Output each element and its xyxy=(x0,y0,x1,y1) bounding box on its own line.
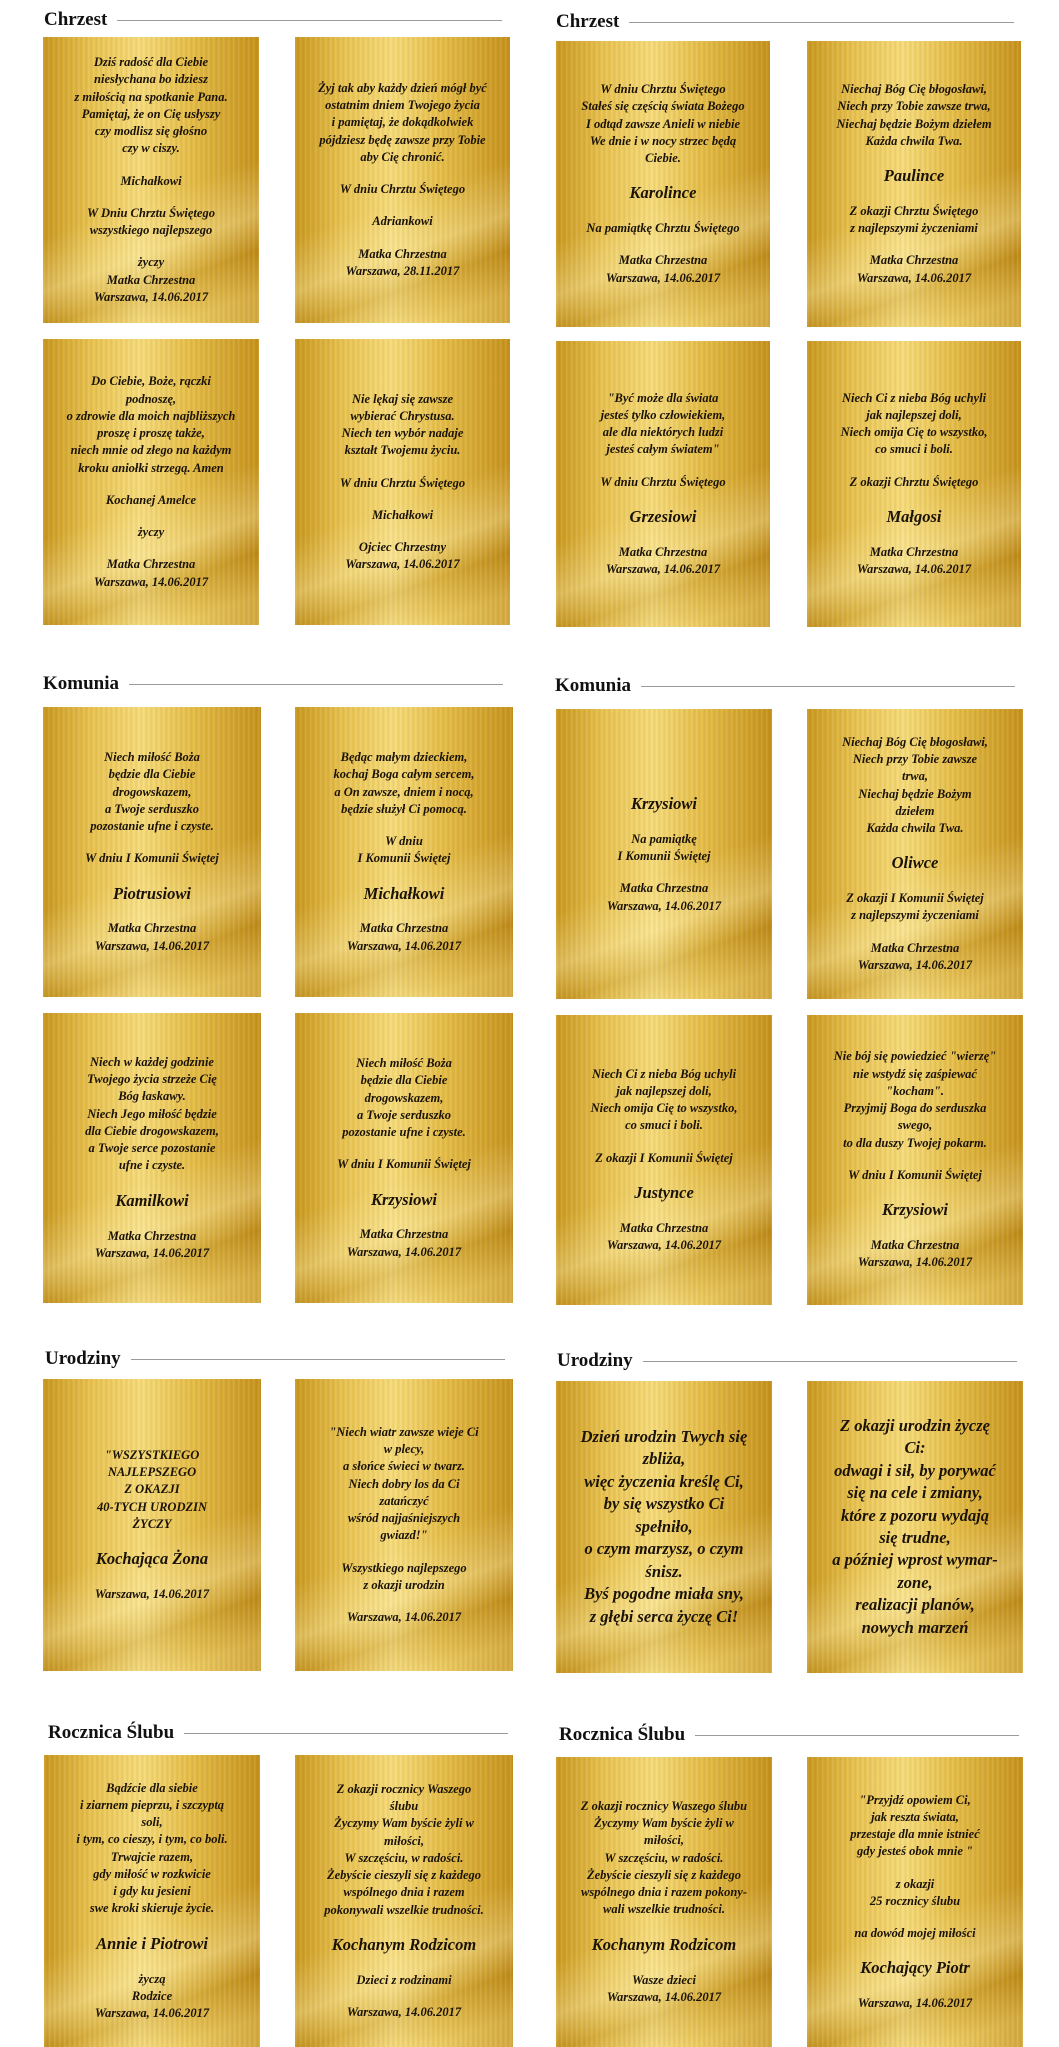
plaque-line: Żyj tak aby każdy dzień mógł być xyxy=(318,80,487,95)
section-rule xyxy=(695,1735,1019,1736)
plaque-line: śnisz. xyxy=(645,1561,683,1581)
plaque-line: z głębi serca życzę Ci! xyxy=(589,1606,739,1626)
plaque-line: Rodzice xyxy=(131,1988,173,2003)
plaque-line: czy w ciszy. xyxy=(122,141,180,156)
plaque-line: Z okazji rocznicy Waszego ślubu xyxy=(580,1798,748,1813)
section-title-text: Rocznica Ślubu xyxy=(559,1724,686,1745)
plaque-line: z miłością na spotkanie Pana. xyxy=(74,89,228,104)
plaque-line: Warszawa, 28.11.2017 xyxy=(345,263,460,278)
plaque xyxy=(556,41,770,327)
plaque-line: Matka Chrzestna xyxy=(869,544,959,559)
plaque-line: Warszawa, 14.06.2017 xyxy=(346,938,462,953)
plaque-line: życzy xyxy=(137,255,165,270)
plaque-line: gdy jesteś obok mnie " xyxy=(857,1844,973,1859)
plaque-line: Nie bój się powiedzieć "wierzę" xyxy=(833,1049,997,1064)
plaque-line: 40-TYCH URODZIN xyxy=(96,1499,208,1514)
section-rule xyxy=(129,684,503,685)
plaque-line: odwagi i sił, by porywać xyxy=(834,1460,996,1480)
plaque-line: Warszawa, 14.06.2017 xyxy=(345,557,460,572)
recipient-name: Annie i Piotrowi xyxy=(96,1933,208,1953)
section-title-text: Urodziny xyxy=(557,1350,633,1371)
plaque-line: ale dla niektórych ludzi xyxy=(602,425,724,440)
recipient-name: Paulince xyxy=(883,166,945,186)
recipient-name: Krzysiowi xyxy=(370,1189,438,1209)
plaque-line: zone, xyxy=(897,1572,933,1592)
plaque-line: Warszawa, 14.06.2017 xyxy=(346,2004,462,2019)
plaque xyxy=(556,1757,772,2047)
plaque-line: z okazji urodzin xyxy=(363,1577,445,1592)
plaque-line: w plecy, xyxy=(383,1442,425,1456)
plaque-line: kształt Twojemu życiu. xyxy=(344,443,461,458)
plaque-line: Wasze dzieci xyxy=(632,1972,696,1987)
plaque xyxy=(556,1381,772,1673)
plaque-line: ufne i czyste. xyxy=(118,1158,186,1173)
plaque-line: We dnie i w nocy strzec będą xyxy=(589,133,737,148)
plaque-line: Na pamiątkę Chrztu Świętego xyxy=(586,221,740,236)
plaque-line: jesteś całym światem" xyxy=(606,442,720,457)
plaque-line: co smuci i boli. xyxy=(875,442,953,457)
plaque-line: Niechaj będzie Bożym xyxy=(858,786,972,801)
plaque-line: Z okazji Chrztu Świętego xyxy=(849,474,979,489)
plaque-line: W dniu Chrztu Świętego xyxy=(600,474,726,489)
plaque xyxy=(43,1379,261,1671)
plaque-line: Z okazji rocznicy Waszego xyxy=(336,1781,472,1796)
plaque-line: Michałkowi xyxy=(120,173,182,188)
plaque-line: czy modlisz się głośno xyxy=(94,124,208,138)
plaque-line: nowych marzeń xyxy=(861,1617,969,1637)
recipient-name: Kochanym Rodzicom xyxy=(591,1934,737,1954)
plaque-line: NAJLEPSZEGO xyxy=(107,1465,197,1480)
plaque-line: Matka Chrzestna xyxy=(107,921,197,936)
section-title xyxy=(556,11,1014,33)
recipient-name: Karolince xyxy=(629,183,697,203)
plaque-line: Z okazji Chrztu Świętego xyxy=(849,203,979,218)
section-rule xyxy=(641,686,1015,687)
plaque-line: Będąc małym dzieckiem, xyxy=(340,750,468,765)
plaque xyxy=(295,339,510,625)
plaque xyxy=(295,37,510,323)
recipient-name: Kochanym Rodzicom xyxy=(331,1934,477,1954)
plaque-line: Niech omija Cię to wszystko, xyxy=(840,425,988,440)
plaque-line: Niechaj Bóg Cię błogosławi, xyxy=(841,82,987,97)
plaque-line: kroku aniołki strzegą. Amen xyxy=(78,460,224,475)
plaque-line: Matka Chrzestna xyxy=(358,246,447,261)
plaque-line: Adriankowi xyxy=(372,214,433,229)
plaque-line: Bóg łaskawy. xyxy=(118,1089,186,1104)
plaque-line: drogowskazem, xyxy=(112,784,192,799)
plaque-line: gwiazd!" xyxy=(380,1528,428,1543)
plaque-line: Twojego życia strzeże Cię xyxy=(87,1072,217,1087)
section-title-text: Komunia xyxy=(555,675,632,696)
plaque-line: Matka Chrzestna xyxy=(106,557,196,572)
plaque-line: i tym, co cieszy, i tym, co boli. xyxy=(76,1832,228,1847)
plaque-line: "kocham". xyxy=(886,1083,944,1098)
recipient-name: Kamilkowi xyxy=(115,1190,189,1210)
plaque xyxy=(295,707,513,997)
plaque-line: życzy xyxy=(137,525,165,539)
plaque xyxy=(295,1379,513,1671)
plaque-line: W dniu I Komunii Świętej xyxy=(85,851,219,866)
plaque-line: ŻYCZY xyxy=(132,1516,172,1531)
plaque-line: wszystkiego najlepszego xyxy=(89,223,213,237)
plaque-line: dla Ciebie drogowskazem, xyxy=(85,1123,219,1138)
plaque-line: wali wszelkie trudności. xyxy=(603,1902,725,1917)
plaque-line: zatańczyć xyxy=(379,1493,429,1508)
plaque-line: Niech przy Tobie zawsze xyxy=(852,752,978,767)
plaque-line: Warszawa, 14.06.2017 xyxy=(606,1989,722,2004)
plaque-line: proszę i proszę także, xyxy=(97,426,205,440)
plaque xyxy=(807,1015,1023,1305)
plaque-line: przestaje dla mnie istnieć xyxy=(850,1827,980,1842)
plaque-line: wspólnego dnia i razem xyxy=(343,1885,465,1900)
plaque xyxy=(43,707,261,997)
plaque-line: Matka Chrzestna xyxy=(870,1238,960,1252)
plaque-line: wspólnego dnia i razem pokony- xyxy=(581,1885,747,1900)
plaque-line: Każda chwila Twa. xyxy=(866,821,964,836)
plaque xyxy=(807,341,1021,627)
plaque-line: jak najlepszej doli, xyxy=(866,407,962,422)
plaque-line: soli, xyxy=(141,1815,163,1830)
plaque-line: niesłychana bo idziesz xyxy=(94,72,208,87)
plaque-line: Warszawa, 14.06.2017 xyxy=(857,957,973,972)
plaque-line: Warszawa, 14.06.2017 xyxy=(606,898,722,913)
plaque-line: Matka Chrzestna xyxy=(359,1227,449,1242)
plaque-line: z okazji xyxy=(895,1876,935,1891)
plaque-line: jesteś tylko człowiekiem, xyxy=(600,407,726,422)
plaque-line: wybierać Chrystusa. xyxy=(350,408,455,423)
plaque-line: i pamiętaj, że dokądkolwiek xyxy=(331,115,474,130)
plaque xyxy=(556,1015,772,1305)
section-title-text: Urodziny xyxy=(45,1348,121,1369)
plaque xyxy=(556,709,772,999)
plaque-line: Byś pogodne miała sny, xyxy=(584,1584,744,1604)
plaque-line: Niech w każdej godzinie xyxy=(90,1054,214,1069)
plaque-line: będzie służył Ci pomocą. xyxy=(341,801,467,816)
section-title xyxy=(555,675,1015,697)
recipient-name: Piotrusiowi xyxy=(113,883,191,903)
plaque-line: W dniu I Komunii Świętej xyxy=(848,1167,982,1182)
plaque-line: W dniu Chrztu Świętego xyxy=(339,475,466,490)
plaque-line: Z OKAZJI xyxy=(124,1482,180,1497)
recipient-name: Kochający Piotr xyxy=(860,1958,970,1978)
plaque-line: kochaj Boga całym sercem, xyxy=(333,767,475,782)
plaque xyxy=(807,709,1023,999)
plaque-line: Dziś radość dla Ciebie xyxy=(93,55,209,69)
plaque-line: dziełem xyxy=(895,803,935,818)
plaque-line: Warszawa, 14.06.2017 xyxy=(605,562,721,576)
plaque-line: Niechaj będzie Bożym dziełem xyxy=(836,116,992,131)
plaque-line: Z okazji urodzin życzę xyxy=(840,1415,990,1435)
plaque-line: co smuci i boli. xyxy=(625,1118,703,1133)
plaque-line: Pamiętaj, że on Cię usłyszy xyxy=(81,106,221,121)
plaque-line: Ojciec Chrzestny xyxy=(358,540,447,554)
plaque-line: Dzieci z rodzinami xyxy=(356,1972,452,1987)
plaque-line: Niech miłość Boża xyxy=(356,1056,452,1071)
plaque-line: I Komunii Świętej xyxy=(357,851,451,866)
plaque-line: W dniu Chrztu Świętego xyxy=(600,82,726,97)
plaque-line: I odtąd zawsze Anieli w niebie xyxy=(585,116,741,131)
plaque-line: pozostanie ufne i czyste. xyxy=(342,1125,466,1140)
plaque-line: Warszawa, 14.06.2017 xyxy=(346,1610,462,1624)
plaque-line: Matka Chrzestna xyxy=(359,921,449,936)
plaque xyxy=(44,1755,260,2047)
plaque-line: Warszawa, 14.06.2017 xyxy=(94,2006,210,2020)
plaque-line: Warszawa, 14.06.2017 xyxy=(94,1245,210,1260)
plaque-line: nie wstydź się zaśpiewać xyxy=(853,1066,977,1081)
section-rule xyxy=(184,1733,508,1734)
recipient-name: Krzysiowi xyxy=(630,794,698,814)
plaque-line: podnoszę, xyxy=(125,391,177,406)
plaque-line: Nie lękaj się zawsze xyxy=(351,391,454,406)
plaque-line: Matka Chrzestna xyxy=(619,881,709,896)
plaque-line: Ci: xyxy=(904,1438,926,1458)
plaque-line: 25 rocznicy ślubu xyxy=(869,1893,961,1908)
plaque-line: Warszawa, 14.06.2017 xyxy=(93,574,209,589)
plaque-line: Matka Chrzestna xyxy=(619,1220,709,1235)
plaque-line: Matka Chrzestna xyxy=(618,253,708,268)
plaque-line: aby Cię chronić. xyxy=(360,149,445,164)
plaque-line: będzie dla Ciebie xyxy=(360,1073,448,1088)
plaque-line: "Przyjdź opowiem Ci, xyxy=(859,1792,971,1807)
plaque-line: Przyjmij Boga do serduszka xyxy=(843,1101,987,1116)
section-title-text: Komunia xyxy=(43,673,120,694)
plaque-line: ślubu xyxy=(389,1799,419,1814)
plaque-line: Dzień urodzin Twych się xyxy=(580,1427,748,1447)
plaque-line: Warszawa, 14.06.2017 xyxy=(346,1244,462,1259)
plaque-line: Niechaj Bóg Cię błogosławi, xyxy=(842,734,988,749)
section-title xyxy=(43,673,503,695)
recipient-name: Grzesiowi xyxy=(629,506,697,526)
plaque xyxy=(807,41,1021,327)
plaque-line: W dniu xyxy=(385,834,423,849)
section-title-text: Chrzest xyxy=(44,9,108,30)
plaque-line: Matka Chrzestna xyxy=(107,1228,197,1243)
plaque-line: zbliża, xyxy=(642,1449,686,1469)
plaque xyxy=(295,1013,513,1303)
plaque-line: a On zawsze, dniem i nocą, xyxy=(334,784,474,799)
plaque-line: a Twoje serduszko xyxy=(105,801,199,816)
section-title-text: Rocznica Ślubu xyxy=(48,1722,175,1743)
plaque-line: ostatnim dniem Twojego życia xyxy=(325,98,480,113)
plaque-line: Matka Chrzestna xyxy=(618,544,708,559)
plaque-line: się na cele i zmiany, xyxy=(847,1483,983,1503)
plaque-line: niech mnie od złego na każdym xyxy=(70,443,232,458)
plaque-line: więc życzenia kreślę Ci, xyxy=(584,1471,744,1491)
section-title xyxy=(45,1348,505,1370)
plaque-line: realizacji planów, xyxy=(855,1595,975,1615)
plaque-line: pokonywali wszelkie trudności. xyxy=(324,1902,484,1917)
plaque-line: Życzymy Wam byście żyli w xyxy=(594,1816,734,1831)
recipient-name: Michałkowi xyxy=(363,883,445,903)
plaque-line: swe kroki skieruje życie. xyxy=(89,1901,215,1916)
plaque-line: trwa, xyxy=(901,769,929,784)
plaque-line: "Być może dla świata xyxy=(607,390,719,405)
plaque-line: W szczęściu, w radości. xyxy=(344,1850,464,1865)
plaque xyxy=(43,339,259,625)
plaque-line: Żebyście cieszyli się z każdego xyxy=(326,1868,482,1883)
section-rule xyxy=(629,22,1014,23)
plaque-line: pozostanie ufne i czyste. xyxy=(90,819,214,834)
plaque-line: swego, xyxy=(897,1118,933,1133)
plaque-line: Warszawa, 14.06.2017 xyxy=(857,1996,973,2011)
plaque-line: I Komunii Świętej xyxy=(617,849,711,864)
plaque-line: i ziarnem pieprzu, i szczyptą xyxy=(79,1797,225,1812)
section-rule xyxy=(643,1361,1017,1362)
plaque-line: z najlepszymi życzeniami xyxy=(850,221,978,236)
plaque-line: będzie dla Ciebie xyxy=(108,767,196,782)
section-title-text: Chrzest xyxy=(556,11,620,32)
plaque-line: Warszawa, 14.06.2017 xyxy=(94,938,210,953)
plaque-line: W dniu I Komunii Świętej xyxy=(337,1157,471,1172)
plaque-line: W Dniu Chrztu Świętego xyxy=(87,205,215,220)
plaque-line: na dowód mojej miłości xyxy=(854,1926,976,1941)
plaque-line: Niech ten wybór nadaje xyxy=(341,426,464,440)
plaque-line: się trudne, xyxy=(879,1528,951,1547)
section-rule xyxy=(131,1359,505,1360)
plaque-line: W dniu Chrztu Świętego xyxy=(339,182,466,197)
plaque-line: Warszawa, 14.06.2017 xyxy=(856,562,972,576)
plaque-line: Warszawa, 14.06.2017 xyxy=(856,270,972,285)
plaque-line: Michałkowi xyxy=(371,507,434,522)
plaque-line: o czym marzysz, o czym xyxy=(584,1539,744,1559)
plaque-line: Warszawa, 14.06.2017 xyxy=(606,1238,722,1252)
plaque-line: a Twoje serce pozostanie xyxy=(88,1141,216,1156)
plaque xyxy=(807,1381,1023,1673)
plaque-line: drogowskazem, xyxy=(364,1090,444,1105)
plaque-line: które z pozoru wydają xyxy=(840,1505,990,1525)
plaque-line: jak reszta świata, xyxy=(871,1809,959,1824)
plaque-line: Niech miłość Boża xyxy=(104,750,200,765)
section-title xyxy=(557,1350,1017,1372)
plaque-line: Każda chwila Twa. xyxy=(865,133,963,148)
plaque-line: Matka Chrzestna xyxy=(869,253,959,268)
plaque-line: Niech Ci z nieba Bóg uchyli xyxy=(841,390,987,405)
plaque-line: Niech przy Tobie zawsze trwa, xyxy=(837,99,991,114)
plaque-line: o zdrowie dla moich najbliższych xyxy=(66,408,236,423)
section-rule xyxy=(117,20,502,21)
plaque-line: "WSZYSTKIEGO xyxy=(104,1447,200,1462)
plaque xyxy=(807,1757,1023,2047)
plaque-line: Warszawa, 14.06.2017 xyxy=(605,270,721,285)
plaque-line: spełniło, xyxy=(635,1516,693,1536)
plaque-line: by się wszystko Ci xyxy=(603,1494,725,1514)
plaque-line: Niech Jego miłość będzie xyxy=(87,1106,217,1121)
plaque xyxy=(295,1755,513,2047)
plaque xyxy=(43,1013,261,1303)
plaque-line: Wszystkiego najlepszego xyxy=(341,1560,467,1575)
recipient-name: Kochająca Żona xyxy=(95,1549,209,1569)
recipient-name: Oliwce xyxy=(891,853,939,873)
recipient-name: Krzysiowi xyxy=(881,1200,949,1220)
section-title xyxy=(559,1724,1019,1746)
plaque xyxy=(556,341,770,627)
plaque-line: Warszawa, 14.06.2017 xyxy=(94,1586,210,1601)
plaque xyxy=(43,37,259,323)
recipient-name: Małgosi xyxy=(886,506,942,526)
plaque-line: gdy miłość w rozkwicie xyxy=(93,1866,211,1881)
plaque-line: Do Ciebie, Boże, rączki xyxy=(91,374,211,389)
plaque-line: Matka Chrzestna xyxy=(106,272,196,287)
plaque-line: życzą xyxy=(138,1971,166,1986)
plaque-line: Stałeś się częścią świata Bożego xyxy=(581,99,745,114)
recipient-name: Justynce xyxy=(634,1182,694,1202)
plaque-line: Matka Chrzestna xyxy=(870,940,960,955)
plaque-line: wśród najjaśniejszych xyxy=(347,1511,461,1525)
plaque-line: i gdy ku jesieni xyxy=(113,1884,191,1899)
plaque-line: to dla duszy Twojej pokarm. xyxy=(843,1135,987,1150)
plaque-line: pójdziesz będę zawsze przy Tobie xyxy=(319,132,486,147)
plaque-line: Kochanej Amelce xyxy=(105,492,197,507)
plaque-line: miłości, xyxy=(644,1833,684,1848)
section-title xyxy=(48,1722,508,1744)
plaque-line: miłości, xyxy=(384,1833,424,1848)
plaque-line: jak najlepszej doli, xyxy=(616,1083,712,1098)
plaque-line: W szczęściu, w radości. xyxy=(604,1850,724,1865)
plaque-line: Trwajcie razem, xyxy=(110,1849,194,1864)
plaque-line: Żebyście cieszyli się z każdego xyxy=(586,1867,742,1882)
plaque-line: Warszawa, 14.06.2017 xyxy=(93,289,209,304)
plaque-line: Niech omija Cię to wszystko, xyxy=(590,1101,738,1116)
plaque-line: a później wprost wymar- xyxy=(832,1550,998,1570)
plaque-line: Bądźcie dla siebie xyxy=(106,1780,198,1795)
plaque-line: Życzymy Wam byście żyli w xyxy=(334,1816,474,1831)
plaque-line: Ciebie. xyxy=(645,151,681,166)
plaque-line: "Niech wiatr zawsze wieje Ci xyxy=(329,1424,479,1439)
plaque-line: z najlepszymi życzeniami xyxy=(851,908,979,923)
plaque-line: Niech Ci z nieba Bóg uchyli xyxy=(591,1066,737,1081)
plaque-line: Warszawa, 14.06.2017 xyxy=(857,1255,973,1270)
plaque-line: Z okazji I Komunii Świętej xyxy=(846,891,984,906)
plaque-line: Na pamiątkę xyxy=(631,831,697,846)
plaque-line: a słońce świeci w twarz. xyxy=(343,1459,465,1474)
plaque-line: Niech dobry los da Ci xyxy=(348,1476,460,1491)
plaque-line: a Twoje serduszko xyxy=(357,1107,451,1122)
plaque-line: Z okazji I Komunii Świętej xyxy=(595,1150,733,1165)
section-title xyxy=(44,9,502,31)
